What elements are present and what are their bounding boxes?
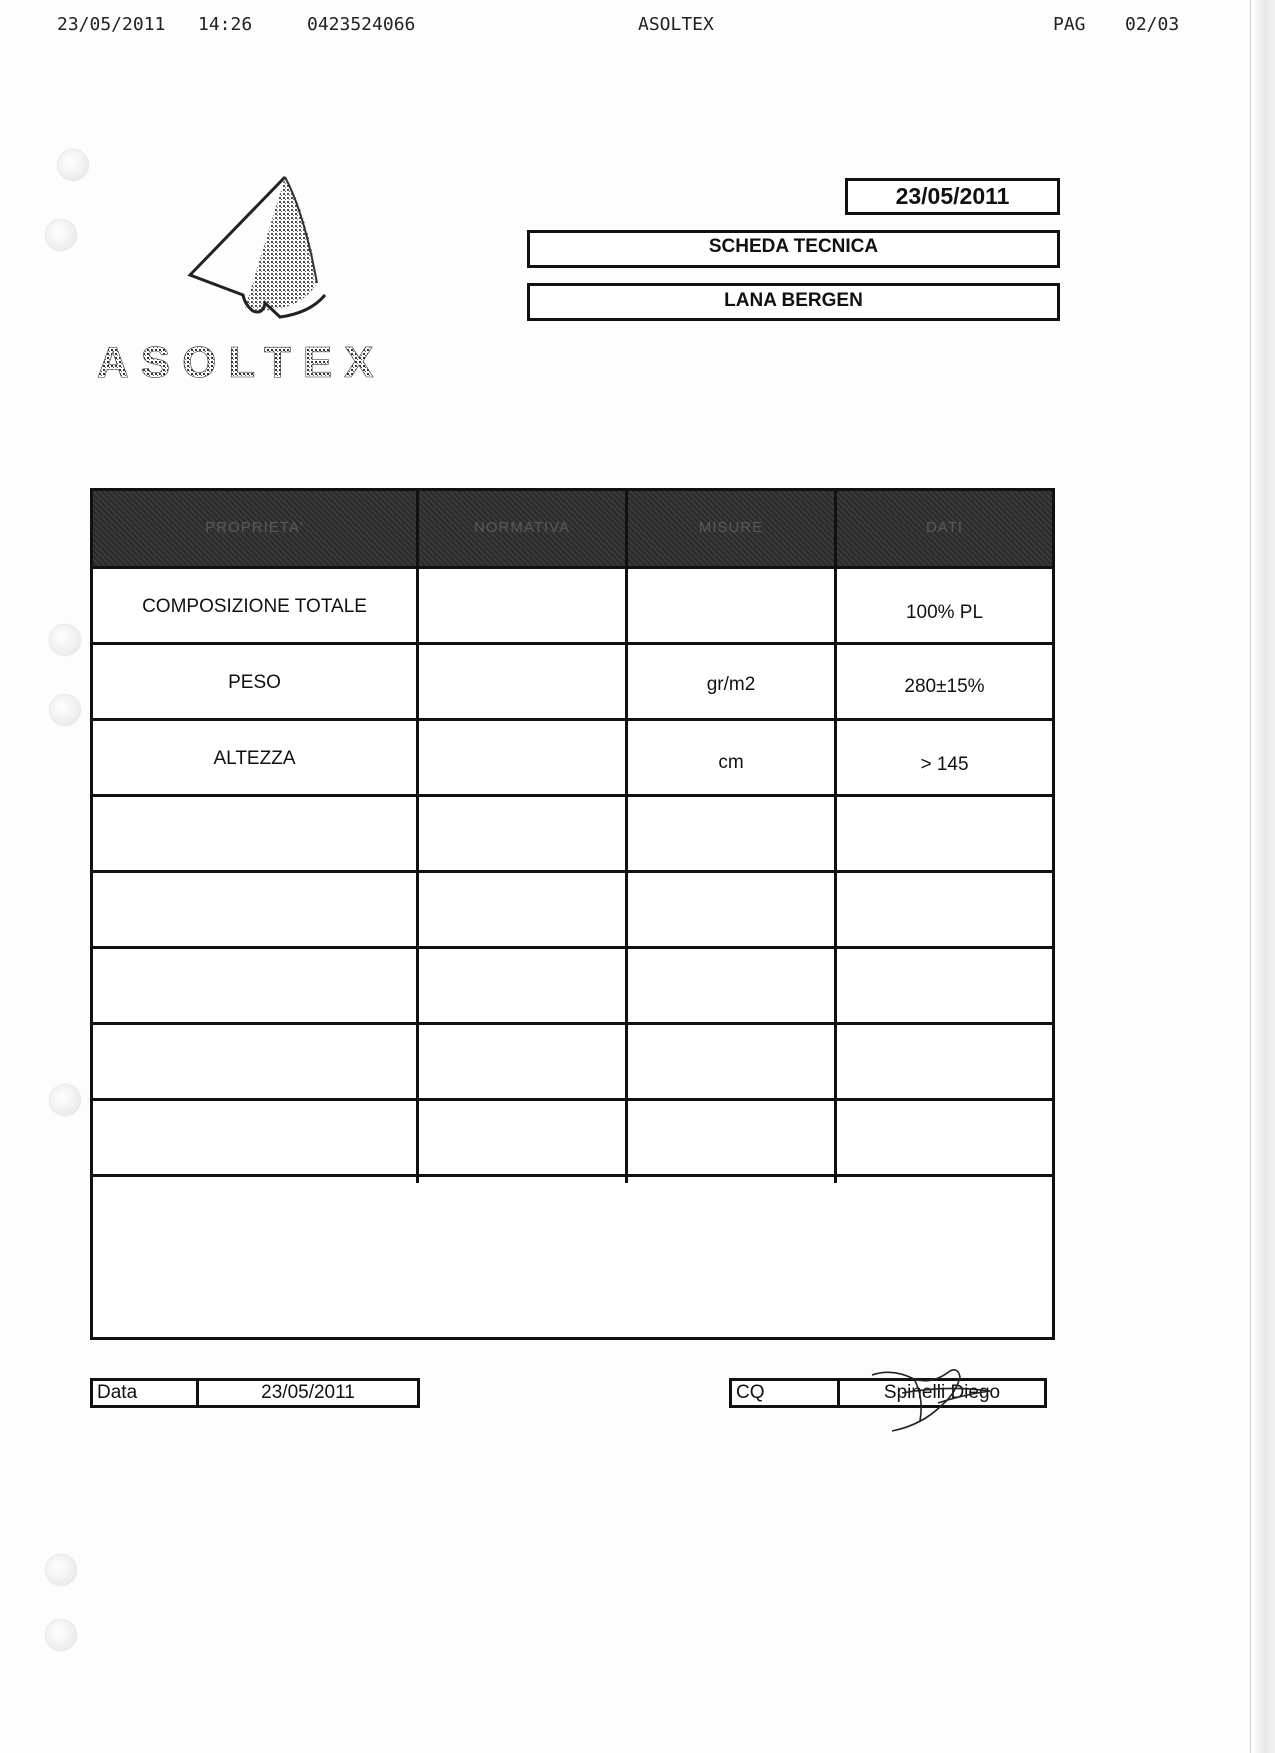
header-normativa: NORMATIVA (474, 519, 570, 536)
punch-hole (46, 220, 76, 250)
row-composizione-normativa (419, 569, 625, 645)
footer-date-value: 23/05/2011 (261, 1382, 355, 1403)
fax-phone: 0423524066 (307, 14, 416, 35)
row-divider (93, 1098, 1052, 1101)
asoltex-logo (95, 165, 470, 390)
fax-date: 23/05/2011 (57, 14, 166, 35)
logo-wordmark-text: ASOLTEX (97, 338, 386, 387)
row-altezza-dati: > 145 (920, 754, 969, 775)
row-peso-normativa (419, 645, 625, 721)
row-peso-dati: 280±15% (904, 676, 985, 697)
row-divider (93, 1022, 1052, 1025)
footer-date-box (90, 1378, 420, 1408)
row-altezza-proprieta: ALTEZZA (213, 748, 296, 769)
fax-page-label: PAG (1053, 14, 1086, 35)
punch-hole (58, 150, 88, 180)
row-peso-misure: gr/m2 (706, 674, 756, 695)
row-composizione-dati: 100% PL (905, 602, 984, 623)
footer-cq-value: Spinelli Diego (883, 1382, 1001, 1403)
header-misure: MISURE (698, 519, 764, 536)
document-date: 23/05/2011 (895, 183, 1010, 209)
punch-hole (46, 1620, 76, 1650)
row-altezza-misure: cm (718, 752, 744, 773)
document-title: SCHEDA TECNICA (708, 236, 879, 257)
logo-triangle-icon (190, 177, 325, 317)
row-divider (93, 946, 1052, 949)
fax-header (0, 14, 1275, 44)
notes-area (93, 1177, 1052, 1337)
header-proprieta: PROPRIETA' (205, 519, 304, 536)
signature (862, 1363, 1012, 1435)
document-date-box (845, 178, 1060, 215)
row-peso-proprieta: PESO (228, 672, 281, 693)
scan-edge-shadow (1253, 0, 1275, 1753)
row-composizione-proprieta: COMPOSIZIONE TOTALE (142, 596, 367, 617)
footer-date-label: Data (97, 1382, 138, 1403)
fax-sender: ASOLTEX (638, 14, 714, 35)
row-altezza-normativa (419, 721, 625, 797)
row-divider (93, 870, 1052, 873)
punch-hole (50, 625, 80, 655)
logo-wordmark (97, 338, 386, 387)
document-title-box (527, 230, 1060, 268)
specs-table (90, 488, 1055, 1340)
product-name-box (527, 283, 1060, 321)
product-name: LANA BERGEN (724, 290, 863, 311)
punch-hole (50, 695, 80, 725)
punch-hole (46, 1555, 76, 1585)
punch-hole (50, 1085, 80, 1115)
fax-time: 14:26 (198, 14, 253, 35)
header-dati: DATI (925, 519, 964, 536)
footer-cq-label: CQ (736, 1382, 765, 1403)
table-header (93, 491, 1052, 569)
row-composizione-misure (628, 569, 834, 645)
fax-page-number: 02/03 (1125, 14, 1180, 35)
scan-edge-line (1250, 0, 1251, 1753)
